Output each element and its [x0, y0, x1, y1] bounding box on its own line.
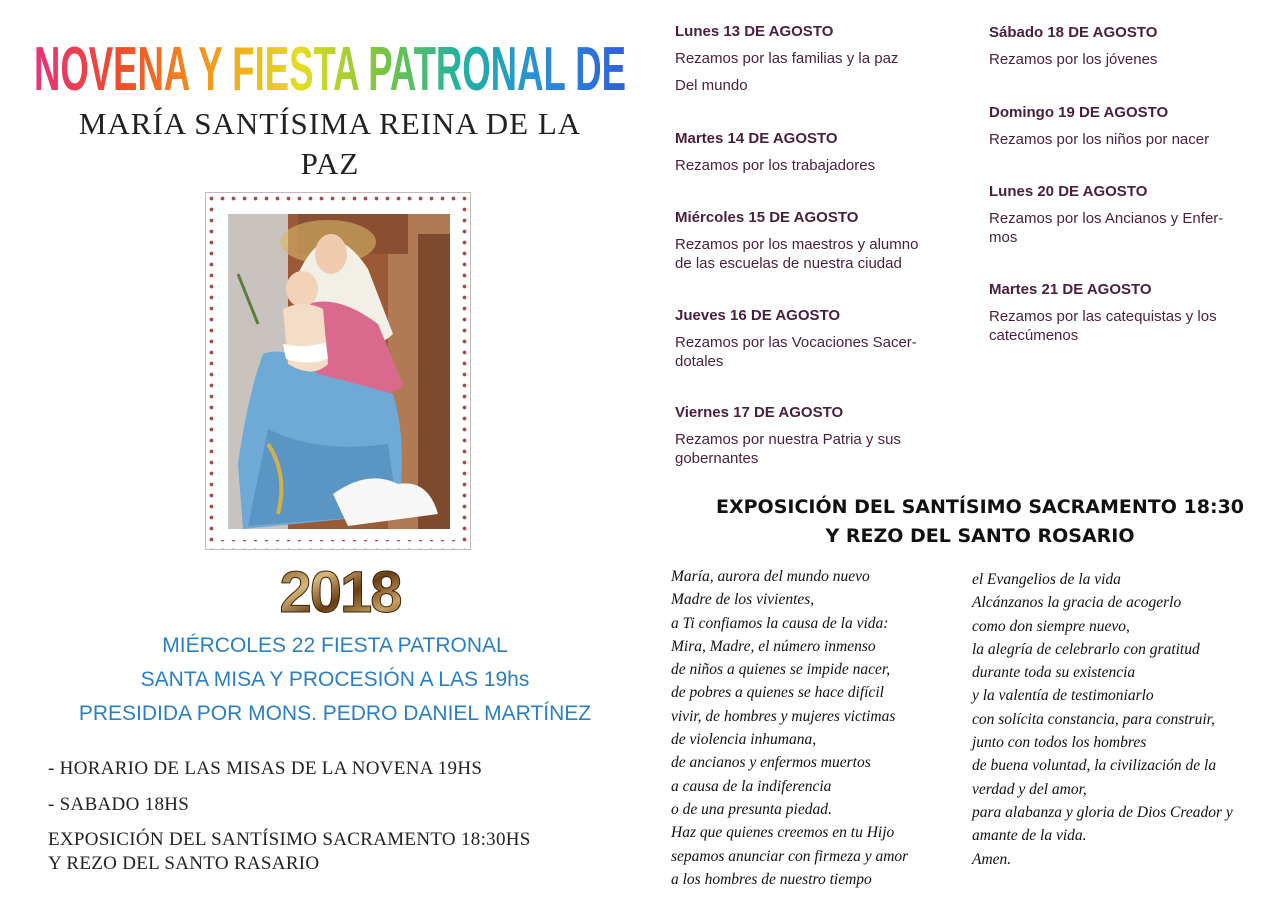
prayer-line: verdad y del amor, [972, 780, 1087, 798]
fiesta-line-2: SANTA MISA Y PROCESIÓN A LAS 19hs [140, 668, 530, 691]
prayer-line: Mira, Madre, el número inmenso [671, 637, 876, 655]
prayer-line: como don siempre nuevo, [972, 617, 1130, 635]
prayer-line: la alegría de celebrarlo con gratitud [972, 640, 1200, 658]
prayer-line: a causa de la indiferencia [671, 777, 832, 795]
prayer-line: a los hombres de nuestro tiempo [671, 870, 872, 888]
prayer-line: de violencia inhumana, [671, 731, 817, 749]
novena-day-title: Miércoles 15 DE AGOSTO [675, 209, 859, 226]
prayer-line: para alabanza y gloria de Dios Creador y [972, 803, 1233, 821]
prayer-line: María, aurora del mundo nuevo [671, 568, 870, 585]
year-label [262, 560, 422, 620]
prayer-line: de ancianos y enfermos muertos [671, 754, 871, 772]
novena-day-title: Lunes 20 DE AGOSTO [989, 183, 1148, 200]
novena-day-intention: Rezamos por las familias y la paz [675, 50, 899, 67]
exposition-note [48, 828, 638, 876]
svg-text:NOVENA Y FIESTA PATRONAL DE: NOVENA Y FIESTA PATRONAL DE [34, 35, 626, 104]
novena-day-intention: Del mundo [675, 77, 748, 94]
prayer-line: sepamos anunciar con firmeza y amor [671, 847, 909, 865]
page-subtitle [40, 104, 620, 184]
novena-day-title: Domingo 19 DE AGOSTO [989, 104, 1169, 121]
prayer-column-left [671, 565, 908, 891]
prayer-line: de buena voluntad, la civilización de la [972, 757, 1217, 775]
prayer-line: y la valentía de testimoniarlo [972, 687, 1154, 705]
fiesta-line-3: PRESIDIDA POR MONS. PEDRO DANIEL MARTÍNEZ [78, 702, 592, 725]
prayer-line: o de una presunta piedad. [671, 800, 832, 818]
mass-schedule-note: - HORARIO DE LAS MISAS DE LA NOVENA 19HS [48, 758, 483, 779]
novena-day [675, 23, 955, 95]
page-title [30, 28, 630, 106]
novena-day-title: Martes 14 DE AGOSTO [675, 130, 838, 147]
prayer-line: el Evangelios de la vida [972, 571, 1121, 588]
virgin-mary-statue-photo [228, 214, 450, 529]
prayer-line: vivir, de hombres y mujeres victimas [671, 707, 896, 725]
novena-day-title: Martes 21 DE AGOSTO [989, 281, 1152, 298]
prayer-line: durante toda su existencia [972, 664, 1136, 682]
novena-day-intention: Rezamos por los trabajadores [675, 157, 876, 174]
prayer-line: con solícita constancia, para construir, [972, 710, 1215, 728]
prayer-line: amante de la vida. [972, 827, 1087, 845]
prayer-line: junto con todos los hombres [972, 734, 1147, 752]
novena-day-intention: gobernantes [675, 450, 759, 467]
novena-day [675, 209, 955, 273]
novena-day-intention: de las escuelas de nuestra ciudad [675, 255, 902, 272]
novena-day [989, 281, 1269, 345]
prayer-line: Amen. [972, 850, 1012, 868]
novena-day-intention: Rezamos por los niños por nacer [989, 131, 1210, 148]
novena-day [675, 404, 955, 468]
novena-day-intention: Rezamos por los maestros y alumno [675, 236, 919, 253]
fiesta-line-1: MIÉRCOLES 22 FIESTA PATRONAL [162, 634, 508, 657]
novena-day-title: Lunes 13 DE AGOSTO [675, 23, 834, 40]
novena-day-intention: Rezamos por las Vocaciones Sacer- [675, 334, 917, 351]
novena-day-title: Jueves 16 DE AGOSTO [675, 307, 841, 324]
novena-day [989, 24, 1269, 69]
saturday-note: - SABADO 18HS [48, 794, 190, 815]
novena-day [989, 183, 1269, 247]
prayer-line: Madre de los vivientes, [671, 591, 815, 609]
prayer-column-right [972, 568, 1233, 871]
novena-day-intention: catecúmenos [989, 327, 1079, 344]
exposition-note-line-2: Y REZO DEL SANTO RASARIO [48, 853, 320, 874]
exposition-heading-line-1: EXPOSICIÓN DEL SANTÍSIMO SACRAMENTO 18:30 [715, 496, 1245, 518]
novena-day-intention: Rezamos por los jóvenes [989, 51, 1158, 68]
prayer-line: de niños a quienes se impide nacer, [671, 661, 891, 679]
exposition-note-line-1: EXPOSICIÓN DEL SANTÍSIMO SACRAMENTO 18:30HS [48, 829, 531, 850]
novena-day [989, 104, 1269, 149]
exposition-heading [690, 493, 1270, 551]
novena-day-title: Viernes 17 DE AGOSTO [675, 404, 844, 421]
novena-day [675, 130, 955, 175]
svg-text:2018: 2018 [279, 560, 401, 620]
exposition-heading-line-2: Y REZO DEL SANTO ROSARIO [825, 525, 1135, 547]
novena-day-title: Sábado 18 DE AGOSTO [989, 24, 1158, 41]
novena-day-intention: Rezamos por las catequistas y los [989, 308, 1217, 325]
novena-day [675, 307, 955, 371]
novena-day-intention: Rezamos por nuestra Patria y sus [675, 431, 901, 448]
novena-day-intention: mos [989, 229, 1018, 246]
novena-day-intention: Rezamos por los Ancianos y Enfer- [989, 210, 1224, 227]
prayer-line: Alcánzanos la gracia de acogerlo [972, 594, 1182, 612]
subtitle-line-2: PAZ [300, 146, 360, 181]
prayer-line: Haz que quienes creemos en tu Hijo [671, 824, 895, 842]
novena-day-intention: dotales [675, 353, 724, 370]
prayer-line: a Ti confiamos la causa de la vida: [671, 614, 889, 632]
subtitle-line-1: MARÍA SANTÍSIMA REINA DE LA [78, 106, 582, 141]
prayer-line: de pobres a quienes se hace difícil [671, 684, 884, 702]
